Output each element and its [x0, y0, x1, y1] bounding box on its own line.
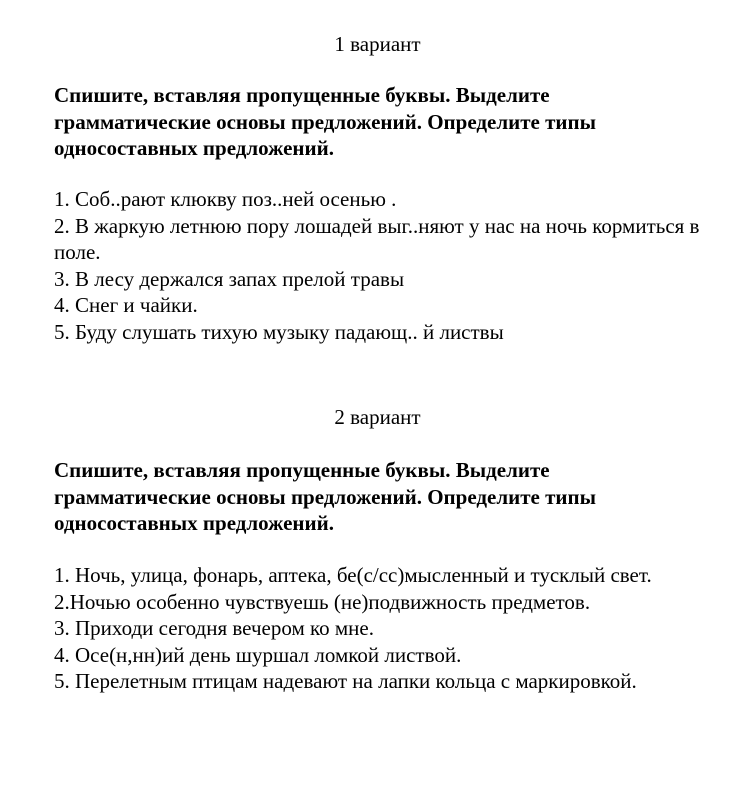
variant-1-item-1: 1. Соб..рают клюкву поз..ней осенью . — [54, 187, 397, 211]
variant-2-exercise-list — [54, 562, 714, 695]
variant-1-exercise-list — [54, 186, 714, 345]
variant-1-item-2: 2. В жаркую летнюю пору лошадей выг..няют у нас на ночь кормиться в поле. — [54, 213, 700, 264]
variant-1-item-4: 4. Снег и чайки. — [54, 293, 198, 317]
variant-1-item-3: 3. В лесу держался запах прелой травы — [54, 266, 405, 291]
variant-2-instruction: Спишите, вставляя пропущенные буквы. Выделите грамматические основы предложений. Определите типы односоставных предложений. — [54, 458, 597, 535]
variant-2-item-3: 3. Приходи сегодня вечером ко мне. — [54, 616, 374, 640]
variant-2-item-5: 5. Перелетным птицам надевают на лапки кольца с маркировкой. — [54, 669, 637, 693]
variant-2-item-2: 2.Ночью особенно чувствуешь (не)подвижность предметов. — [54, 589, 591, 614]
variant-1-title: 1 вариант — [334, 32, 421, 56]
variant-2-item-4: 4. Осе(н,нн)ий день шуршал ломкой листвой. — [54, 642, 462, 667]
variant-2-item-1: 1. Ночь, улица, фонарь, аптека, бе(с/сс)мысленный и тусклый свет. — [54, 563, 652, 587]
variant-1-instruction: Спишите, вставляя пропущенные буквы. Выделите грамматические основы предложений. Определите типы односоставных предложений. — [54, 83, 597, 160]
variant-2-title: 2 вариант — [334, 405, 421, 429]
variant-1-item-5: 5. Буду слушать тихую музыку падающ.. й листвы — [54, 319, 504, 344]
